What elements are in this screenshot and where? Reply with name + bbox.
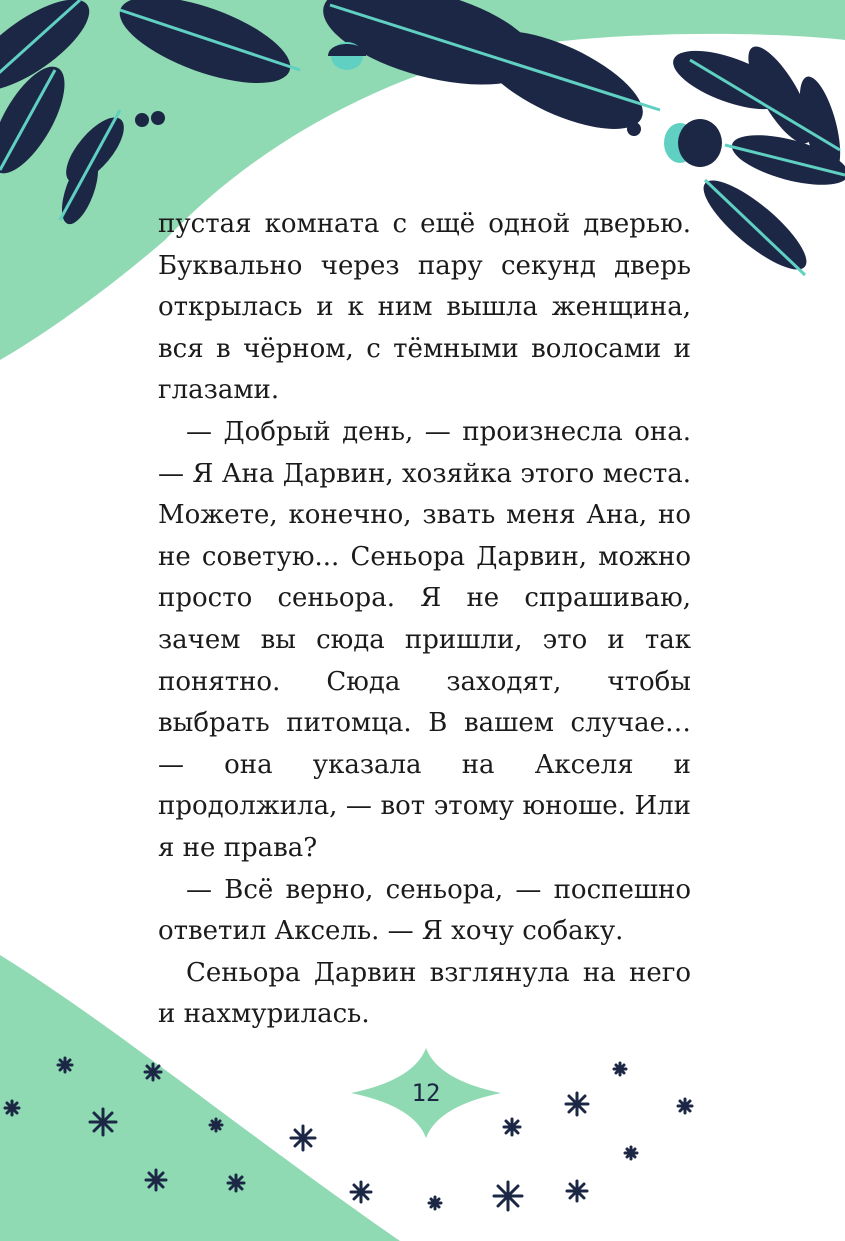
star-icon — [146, 1170, 166, 1190]
star-icon — [5, 1101, 19, 1115]
page-number: 12 — [411, 1079, 441, 1107]
leaf-icon — [692, 168, 817, 282]
star-icon — [90, 1109, 116, 1135]
star-icon — [614, 1063, 626, 1075]
paragraph-1: пустая комната с ещё одной дверью. Буквально через пару секунд дверь открылась и к ним вышла женщина, вся в чёрном, с тёмными волосами и глазами. — [158, 209, 691, 406]
star-icon — [58, 1058, 72, 1072]
page-number-badge — [351, 1048, 501, 1138]
star-icon — [494, 1182, 522, 1210]
star-icon — [429, 1197, 441, 1209]
paragraph-4: Сеньора Дарвин взглянула на него и нахмурилась. — [158, 957, 691, 1030]
body-text — [158, 204, 691, 1036]
star-icon — [504, 1119, 520, 1135]
star-icon — [566, 1093, 588, 1115]
acorn-icon — [664, 119, 722, 167]
star-icon — [145, 1064, 161, 1080]
star-icon — [678, 1099, 692, 1113]
star-icon — [210, 1119, 222, 1131]
star-icon — [351, 1182, 371, 1202]
star-icon — [291, 1126, 315, 1150]
paragraph-2: — Добрый день, — произнесла она. — Я Ана Дарвин, хозяйка этого места. Можете, конечно, звать меня Ана, но не советую... Сеньора Дарвин, можно просто сеньора. Я не спрашиваю, зачем вы сюда пришли, это и так понятно. Сюда заходят, чтобы выбрать питомца. В вашем случае… — она указала на Акселя и продолжила, — вот этому юноше. Или я не права? — [158, 416, 691, 863]
star-icon — [228, 1175, 244, 1191]
paragraph-3: — Всё верно, сеньора, — поспешно ответил Аксель. — Я хочу собаку. — [158, 874, 691, 947]
star-icon — [567, 1181, 587, 1201]
star-icon — [625, 1147, 637, 1159]
